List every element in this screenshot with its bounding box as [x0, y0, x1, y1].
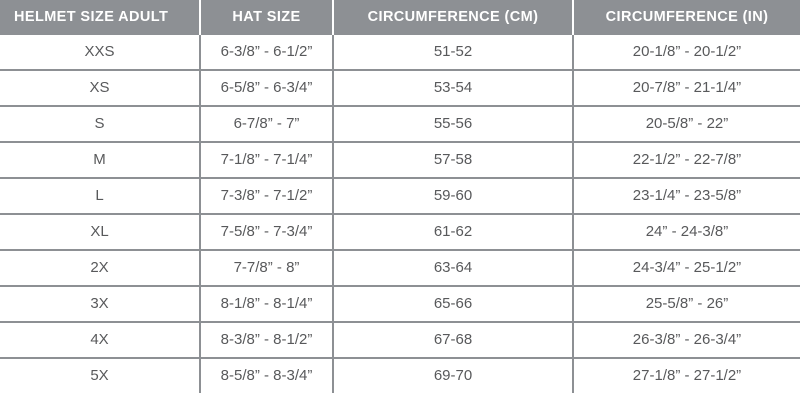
cell-hat-size: 7-5/8” - 7-3/4” [200, 214, 333, 250]
cell-helmet-size: M [0, 142, 200, 178]
cell-helmet-size: XS [0, 70, 200, 106]
table-row [0, 358, 800, 393]
cell-hat-size: 6-3/8” - 6-1/2” [200, 35, 333, 70]
cell-helmet-size: XL [0, 214, 200, 250]
cell-hat-size: 7-7/8” - 8” [200, 250, 333, 286]
cell-circumference-in: 24-3/4” - 25-1/2” [573, 250, 800, 286]
cell-circumference-cm: 57-58 [333, 142, 573, 178]
column-header-hat-size: HAT SIZE [200, 0, 333, 35]
cell-hat-size: 6-7/8” - 7” [200, 106, 333, 142]
cell-hat-size: 7-1/8” - 7-1/4” [200, 142, 333, 178]
cell-circumference-in: 24” - 24-3/8” [573, 214, 800, 250]
cell-circumference-in: 20-1/8” - 20-1/2” [573, 35, 800, 70]
cell-circumference-in: 23-1/4” - 23-5/8” [573, 178, 800, 214]
cell-circumference-in: 27-1/8” - 27-1/2” [573, 358, 800, 393]
cell-circumference-cm: 59-60 [333, 178, 573, 214]
cell-circumference-in: 20-5/8” - 22” [573, 106, 800, 142]
cell-hat-size: 7-3/8” - 7-1/2” [200, 178, 333, 214]
column-header-circumference-cm: CIRCUMFERENCE (CM) [333, 0, 573, 35]
cell-hat-size: 8-1/8” - 8-1/4” [200, 286, 333, 322]
cell-circumference-cm: 53-54 [333, 70, 573, 106]
table-row [0, 70, 800, 106]
table-row [0, 35, 800, 70]
column-header-circumference-in: CIRCUMFERENCE (IN) [573, 0, 800, 35]
cell-circumference-in: 20-7/8” - 21-1/4” [573, 70, 800, 106]
cell-circumference-in: 25-5/8” - 26” [573, 286, 800, 322]
cell-helmet-size: 2X [0, 250, 200, 286]
table-body [0, 35, 800, 393]
table-row [0, 214, 800, 250]
cell-circumference-cm: 63-64 [333, 250, 573, 286]
cell-helmet-size: 4X [0, 322, 200, 358]
cell-circumference-cm: 65-66 [333, 286, 573, 322]
table-row [0, 250, 800, 286]
cell-helmet-size: L [0, 178, 200, 214]
table-row [0, 286, 800, 322]
table-header [0, 0, 800, 35]
cell-helmet-size: S [0, 106, 200, 142]
cell-hat-size: 8-5/8” - 8-3/4” [200, 358, 333, 393]
cell-circumference-cm: 61-62 [333, 214, 573, 250]
table-row [0, 142, 800, 178]
cell-circumference-in: 22-1/2” - 22-7/8” [573, 142, 800, 178]
cell-helmet-size: 5X [0, 358, 200, 393]
table-row [0, 106, 800, 142]
table-header-row [0, 0, 800, 35]
cell-circumference-cm: 69-70 [333, 358, 573, 393]
cell-circumference-cm: 51-52 [333, 35, 573, 70]
column-header-helmet-size-adult: HELMET SIZE ADULT [0, 0, 200, 35]
cell-circumference-cm: 55-56 [333, 106, 573, 142]
cell-hat-size: 8-3/8” - 8-1/2” [200, 322, 333, 358]
table-row [0, 178, 800, 214]
cell-helmet-size: XXS [0, 35, 200, 70]
cell-hat-size: 6-5/8” - 6-3/4” [200, 70, 333, 106]
table-row [0, 322, 800, 358]
cell-helmet-size: 3X [0, 286, 200, 322]
cell-circumference-in: 26-3/8” - 26-3/4” [573, 322, 800, 358]
cell-circumference-cm: 67-68 [333, 322, 573, 358]
